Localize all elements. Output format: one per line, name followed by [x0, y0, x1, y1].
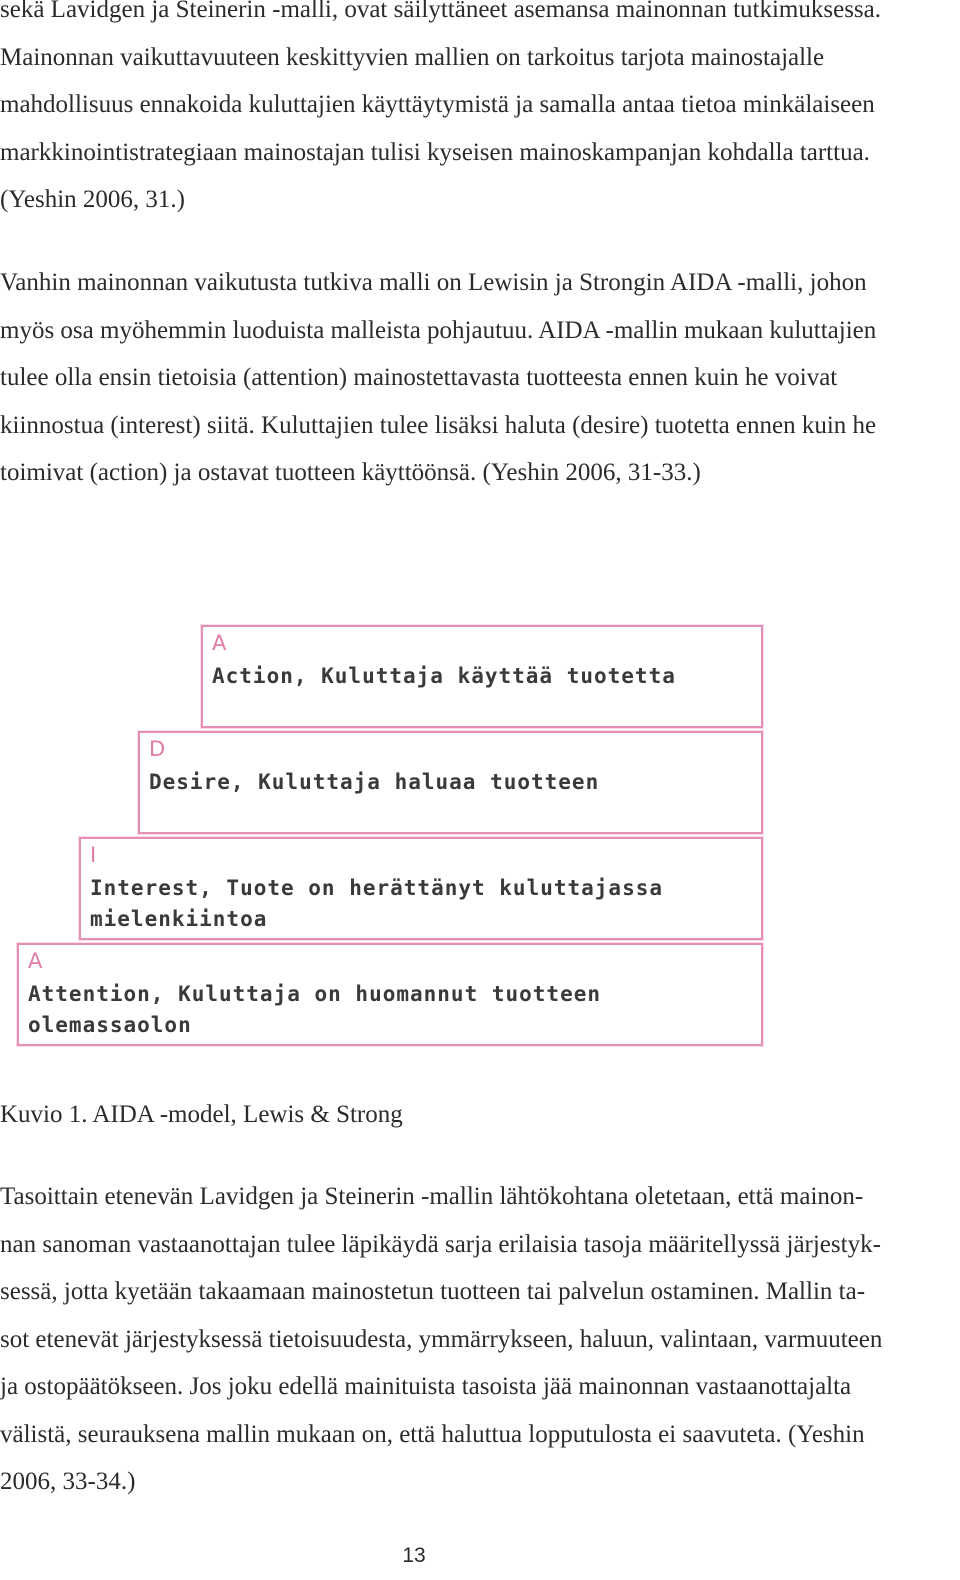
text-line: 2006, 33-34.) [0, 1468, 136, 1495]
step-letter: I [90, 843, 97, 867]
step-letter: A [28, 949, 43, 973]
step-line: Interest, Tuote on herättänyt kuluttajassa [90, 876, 664, 900]
page-number: 13 [402, 1544, 426, 1567]
text-line: toimivat (action) ja ostavat tuotteen käyttöönsä. (Yeshin 2006, 31-33.) [0, 459, 701, 486]
aida-step-action [201, 625, 763, 728]
step-letter: D [149, 737, 166, 761]
text-line: Vanhin mainonnan vaikutusta tutkiva malli on Lewisin ja Strongin AIDA -malli, johon [0, 269, 867, 296]
text-line: kiinnostua (interest) siitä. Kuluttajien tulee lisäksi haluta (desire) tuotetta ennen kuin he [0, 411, 877, 439]
paragraph-lavidge-steiner [0, 1173, 882, 1506]
aida-step-desire [138, 731, 763, 834]
text-line: markkinointistrategiaan mainostajan tulisi kyseisen mainoskampanjan kohdalla tarttua. [0, 138, 870, 166]
text-line: (Yeshin 2006, 31.) [0, 186, 185, 213]
step-line: Action, Kuluttaja käyttää tuotetta [212, 664, 676, 688]
text-line: Mainonnan vaikuttavuuteen keskittyvien mallien on tarkoitus tarjota mainostajalle [0, 43, 825, 71]
figure-caption: Kuvio 1. AIDA -model, Lewis & Strong [0, 1101, 403, 1128]
text-line: tulee olla ensin tietoisia (attention) mainostettavasta tuotteesta ennen kuin he voivat [0, 364, 838, 391]
step-line: mielenkiintoa [90, 907, 268, 931]
text-line: sot etenevät järjestyksessä tietoisuudesta, ymmärrykseen, haluun, valintaan, varmuuteen [0, 1325, 883, 1353]
text-line: myös osa myöhemmin luoduista malleista pohjautuu. AIDA -mallin mukaan kuluttajien [0, 316, 877, 344]
text-line: välistä, seurauksena mallin mukaan on, että haluttua lopputulosta ei saavuteta. (Yeshin [0, 1420, 865, 1448]
text-line: nan sanoman vastaanottajan tulee läpikäydä sarja erilaisia tasoja määritellyssä järjestyk- [0, 1230, 881, 1258]
text-line: mahdollisuus ennakoida kuluttajien käyttäytymistä ja samalla antaa tietoa minkälaiseen [0, 91, 875, 118]
aida-step-attention [17, 943, 763, 1046]
step-description [212, 661, 676, 692]
step-line: Desire, Kuluttaja haluaa tuotteen [149, 770, 600, 794]
step-line: Attention, Kuluttaja on huomannut tuotteen [28, 982, 602, 1006]
text-line: sessä, jotta kyetään takaamaan mainostetun tuotteen tai palvelun ostaminen. Mallin ta- [0, 1278, 866, 1305]
step-description [28, 979, 601, 1041]
paragraph-aida-model [0, 259, 876, 497]
step-description [90, 873, 663, 935]
step-description [149, 767, 599, 798]
step-line: olemassaolon [28, 1013, 192, 1037]
step-letter: A [212, 631, 227, 655]
paragraph-model-intro [0, 0, 881, 224]
text-line: ja ostopäätökseen. Jos joku edellä mainituista tasoista jää mainonnan vastaanottajalta [0, 1373, 852, 1400]
text-line: Tasoittain etenevän Lavidgen ja Steinerin -mallin lähtökohtana oletetaan, että mainon- [0, 1183, 864, 1210]
aida-step-interest [79, 837, 763, 940]
text-line: sekä Lavidgen ja Steinerin -malli, ovat säilyttäneet asemansa mainonnan tutkimuksessa. [0, 0, 882, 23]
